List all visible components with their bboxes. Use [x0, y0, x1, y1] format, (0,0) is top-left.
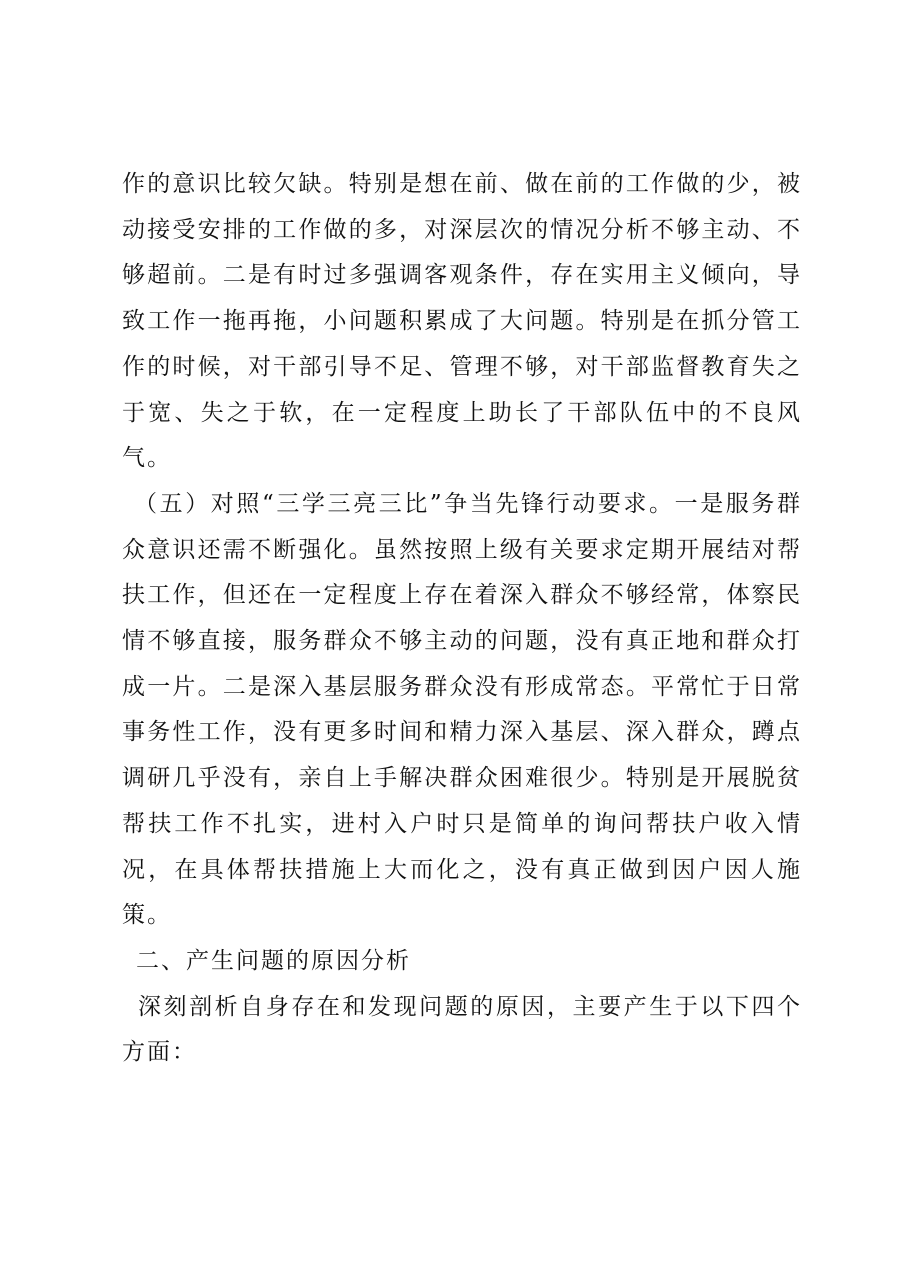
section-heading-cause-analysis: 二、产生问题的原因分析 — [136, 947, 411, 974]
paragraph-cause-intro: 深刻剖析自身存在和发现问题的原因，主要产生于以下四个方面： — [122, 993, 802, 1066]
paragraph-section-five: （五）对照“三学三亮三比”争当先锋行动要求。一是服务群众意识还需不断强化。虽然按照上级有关要求定期开展结对帮扶工作，但还在一定程度上存在着深入群众不够经常，体察民情不够直接，服务群众不够主动的问题，没有真正地和群众打成一片。二是深入基层服务群众没有形成常态。平常忙于日常事务性工作，没有更多时间和精力深入基层、深入群众，蹲点调研几乎没有，亲自上手解决群众困难很少。特别是开展脱贫帮扶工作不扎实，进村入户时只是简单的询问帮扶户收入情况，在具体帮扶措施上大而化之，没有真正做到因户因人施策。 — [122, 490, 802, 929]
paragraph-continuation: 作的意识比较欠缺。特别是想在前、做在前的工作做的少，被动接受安排的工作做的多，对深层次的情况分析不够主动、不够超前。二是有时过多强调客观条件，存在实用主义倾向，导致工作一拖再拖，小问题积累成了大问题。特别是在抓分管工作的时候，对干部引导不足、管理不够，对干部监督教育失之于宽、失之于软，在一定程度上助长了干部队伍中的不良风气。 — [122, 171, 802, 472]
document-body — [122, 162, 802, 1076]
